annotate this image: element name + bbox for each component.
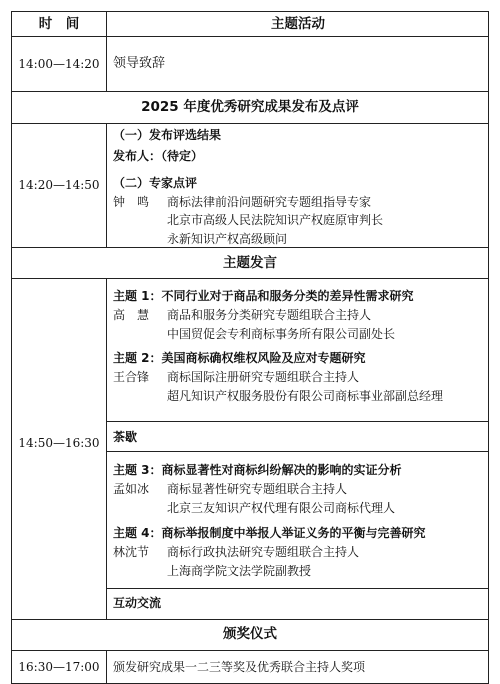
topic4-line: 上海商学院文法学院副教授 (167, 564, 312, 578)
topic1-title: 主题 1：不同行业对于商品和服务分类的差异性需求研究 (113, 289, 414, 303)
column-divider (106, 123, 107, 247)
section-2025: 2025 年度优秀研究成果发布及点评 (141, 99, 359, 115)
review-sub2: （二）专家点评 (113, 176, 198, 190)
row-divider (12, 650, 488, 651)
row-divider (12, 123, 488, 124)
topic4-title: 主题 4：商标举报制度中举报人举证义务的平衡与完善研究 (113, 526, 426, 540)
topic3-line: 商标显著性研究专题组联合主持人 (167, 482, 348, 496)
column-divider (106, 278, 107, 619)
topic1-line: 商品和服务分类研究专题组联合主持人 (167, 308, 372, 322)
topic3-title: 主题 3：商标显著性对商标纠纷解决的影响的实证分析 (113, 463, 402, 477)
topic1-line: 中国贸促会专利商标事务所有限公司副处长 (167, 327, 396, 341)
award-text: 颁发研究成果一二三等奖及优秀联合主持人奖项 (113, 660, 366, 674)
row-divider (12, 36, 488, 37)
topic2-title: 主题 2：美国商标确权维权风险及应对专题研究 (113, 351, 366, 365)
review-time: 14:20—14:50 (18, 178, 100, 192)
header-activity: 主题活动 (271, 16, 325, 32)
expert-line: 北京市高级人民法院知识产权庭原审判长 (167, 213, 384, 227)
topic2-line: 超凡知识产权服务股份有限公司商标事业部副总经理 (167, 389, 444, 403)
header-time: 时 间 (38, 16, 80, 32)
expert-line: 永新知识产权高级顾问 (167, 232, 288, 246)
award-time: 16:30—17:00 (18, 660, 100, 674)
agenda-table (11, 11, 489, 684)
section-speech: 主题发言 (223, 255, 277, 271)
row-divider (12, 91, 488, 92)
row-divider (106, 451, 488, 452)
row-divider (106, 588, 488, 589)
topic2-name: 王合锋 (113, 370, 150, 384)
row-divider (12, 278, 488, 279)
topic4-name: 林沈节 (113, 545, 150, 559)
topic1-name: 高 慧 (113, 308, 150, 322)
discussion: 互动交流 (113, 596, 162, 610)
section-award: 颁奖仪式 (223, 626, 277, 642)
column-divider (106, 650, 107, 684)
review-publisher: 发布人：（待定） (113, 149, 204, 163)
leader-text: 领导致辞 (113, 56, 166, 71)
topic3-name: 孟如冰 (113, 482, 150, 496)
topic3-line: 北京三友知识产权代理有限公司商标代理人 (167, 501, 396, 515)
expert-line: 商标法律前沿问题研究专题组指导专家 (167, 195, 372, 209)
leader-time: 14:00—14:20 (18, 57, 100, 71)
expert-name: 钟 鸣 (113, 195, 150, 209)
row-divider (106, 421, 488, 422)
review-sub1: （一）发布评选结果 (113, 128, 222, 142)
topic2-line: 商标国际注册研究专题组联合主持人 (167, 370, 360, 384)
speech-time: 14:50—16:30 (18, 436, 100, 450)
topic4-line: 商标行政执法研究专题组联合主持人 (167, 545, 360, 559)
row-divider (12, 619, 488, 620)
row-divider (12, 247, 488, 248)
tea-break: 茶歇 (113, 430, 138, 444)
